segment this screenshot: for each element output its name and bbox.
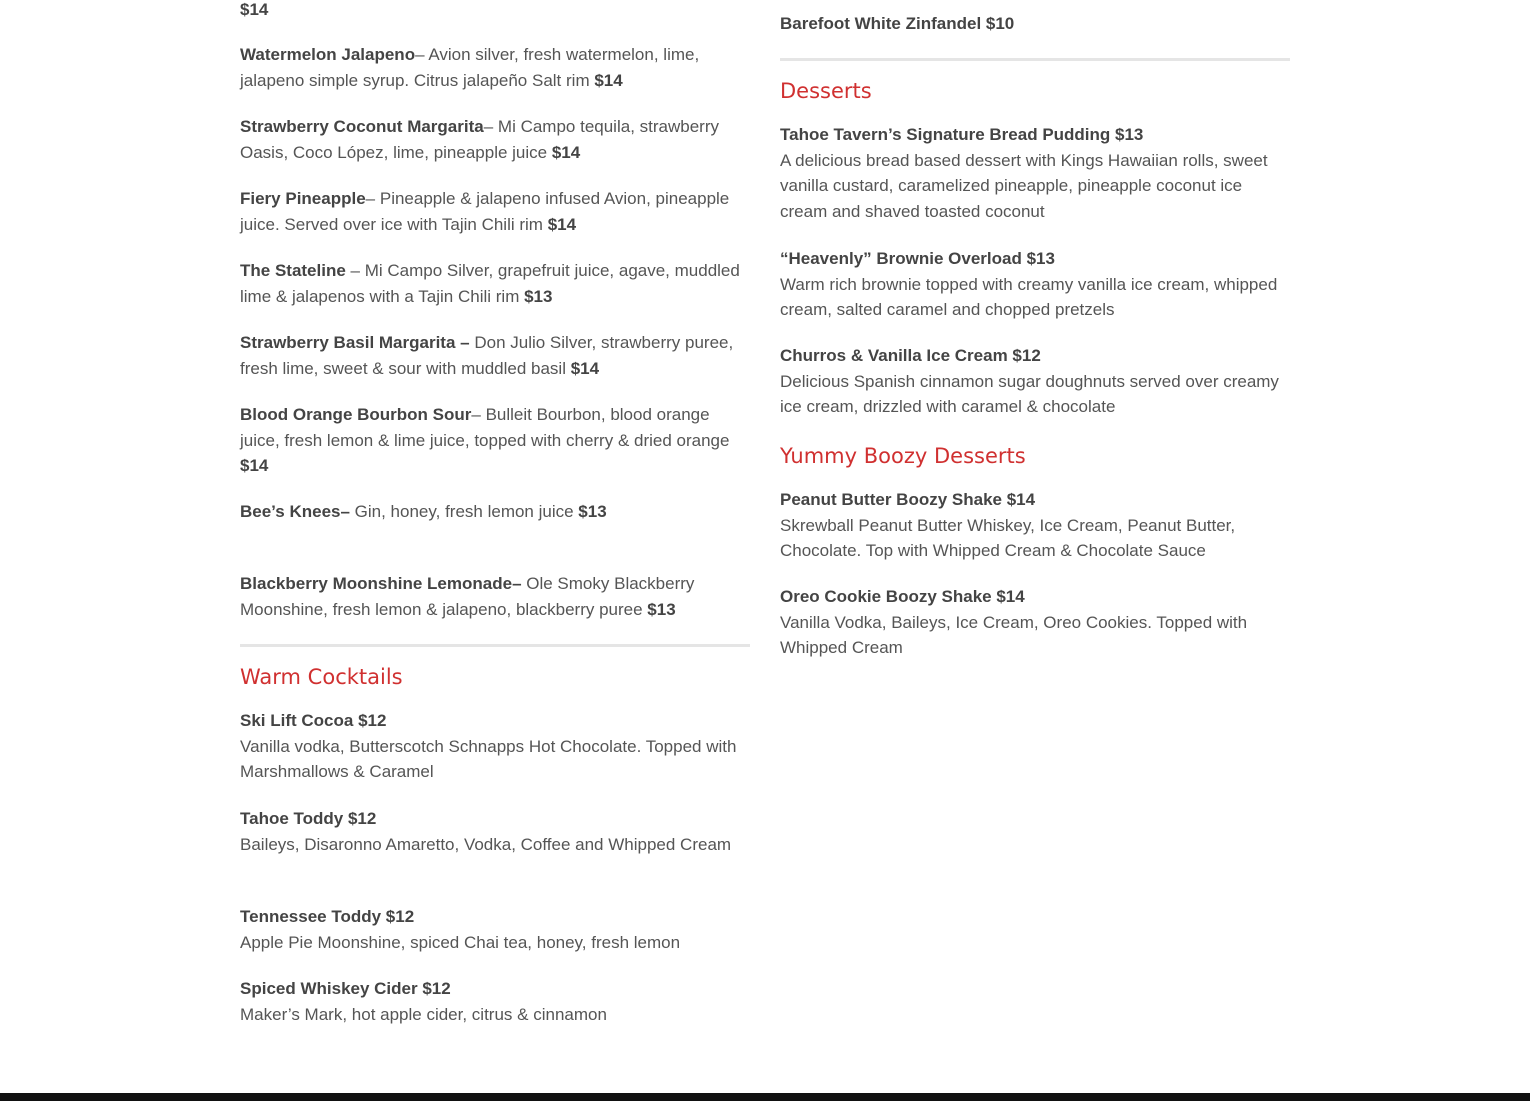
cocktail-name: The Stateline (240, 261, 346, 280)
item-description: A delicious bread based dessert with Kings Hawaiian rolls, sweet vanilla custard, caramelized pineapple, pineapple coconut ice cream and shaved toasted coconut (780, 150, 1268, 222)
item-description: Skrewball Peanut Butter Whiskey, Ice Cream, Peanut Butter, Chocolate. Top with Whipped Cream & Chocolate Sauce (780, 515, 1236, 561)
wine-item (780, 11, 1290, 37)
item-description: Apple Pie Moonshine, spiced Chai tea, honey, fresh lemon (240, 932, 681, 952)
item-title: Barefoot White Zinfandel $10 (780, 14, 1015, 33)
section-heading-warm-cocktails: Warm Cocktails (240, 665, 403, 689)
item-description: Baileys, Disaronno Amaretto, Vodka, Coffee and Whipped Cream (240, 834, 732, 854)
cocktail-description: – Mi Campo tequila, strawberry Oasis, Coco López, lime, pineapple juice (240, 117, 719, 162)
cocktail-item (240, 330, 750, 381)
cocktail-description: – Mi Campo Silver, grapefruit juice, agave, muddled lime & jalapenos with a Tajin Chili rim (240, 261, 740, 306)
dessert-item (780, 343, 1290, 420)
boozy-dessert-item (780, 584, 1290, 661)
section-divider (240, 644, 750, 647)
cocktail-name: Blackberry Moonshine Lemonade– (240, 574, 522, 593)
cocktail-name: Blood Orange Bourbon Sour (240, 405, 472, 424)
cocktail-description: Ole Smoky Blackberry Moonshine, fresh lemon & jalapeno, blackberry puree (240, 574, 695, 619)
section-heading-desserts: Desserts (780, 79, 872, 103)
cocktail-item (240, 499, 750, 525)
cocktail-description: Gin, honey, fresh lemon juice (349, 502, 579, 521)
cocktail-description: Don Julio Silver, strawberry puree, fresh lime, sweet & sour with muddled basil (240, 333, 734, 378)
price: $14 (547, 214, 577, 234)
cocktail-item (240, 402, 750, 479)
warm-cocktail-item (240, 976, 750, 1027)
section-heading-boozy-desserts: Yummy Boozy Desserts (780, 444, 1026, 468)
warm-cocktail-item (240, 904, 750, 955)
cocktail-description: – Bulleit Bourbon, blood orange juice, fresh lemon & lime juice, topped with cherry & dried orange (240, 405, 730, 450)
price: $13 (647, 599, 676, 619)
dessert-item (780, 246, 1290, 323)
cocktail-name: Watermelon Jalapeno (240, 45, 416, 64)
item-title: Ski Lift Cocoa $12 (240, 711, 387, 730)
cocktail-name: Strawberry Coconut Margarita (240, 117, 484, 136)
price: $13 (578, 502, 607, 521)
price: $14 (551, 142, 581, 162)
cocktail-name: Fiery Pineapple (240, 189, 366, 208)
item-description: Maker’s Mark, hot apple cider, citrus & cinnamon (240, 1004, 607, 1024)
warm-cocktail-item (240, 806, 750, 857)
warm-cocktail-item (240, 708, 750, 785)
cocktail-item (240, 258, 750, 309)
item-description: Warm rich brownie topped with creamy vanilla ice cream, whipped cream, salted caramel and chopped pretzels (780, 274, 1278, 320)
price: $14 (570, 358, 600, 378)
cocktail-name: Strawberry Basil Margarita – (240, 333, 470, 352)
item-title: Tahoe Tavern’s Signature Bread Pudding $13 (780, 125, 1144, 144)
item-title: Tennessee Toddy $12 (240, 907, 415, 926)
item-description: Vanilla vodka, Butterscotch Schnapps Hot Chocolate. Topped with Marshmallows & Caramel (240, 736, 737, 782)
price: $14 (240, 0, 269, 19)
item-description: Delicious Spanish cinnamon sugar doughnuts served over creamy ice cream, drizzled with caramel & chocolate (780, 371, 1279, 417)
boozy-dessert-item (780, 487, 1290, 564)
cocktail-item (240, 186, 750, 237)
price: $13 (524, 286, 553, 306)
item-title: Oreo Cookie Boozy Shake $14 (780, 587, 1025, 606)
item-title: Churros & Vanilla Ice Cream $12 (780, 346, 1041, 365)
item-title: Peanut Butter Boozy Shake $14 (780, 490, 1036, 509)
price: $14 (594, 70, 623, 90)
item-title: Tahoe Toddy $12 (240, 809, 377, 828)
cocktail-item (240, 571, 750, 622)
cocktail-name: Bee’s Knees– (240, 502, 350, 521)
section-divider (780, 58, 1290, 61)
cocktail-description: – Pineapple & jalapeno infused Avion, pineapple juice. Served over ice with Tajin Chili rim (240, 189, 730, 234)
footer-bar (0, 1093, 1530, 1101)
cocktail-description: – Avion silver, fresh watermelon, lime, jalapeno simple syrup. Citrus jalapeño Salt rim (240, 45, 700, 90)
dessert-item (780, 122, 1290, 225)
cocktail-item (240, 114, 750, 165)
cocktail-item (240, 42, 750, 93)
item-title: Spiced Whiskey Cider $12 (240, 979, 451, 998)
price: $14 (240, 456, 269, 476)
item-description: Vanilla Vodka, Baileys, Ice Cream, Oreo Cookies. Topped with Whipped Cream (780, 612, 1248, 658)
item-title: “Heavenly” Brownie Overload $13 (780, 249, 1055, 268)
